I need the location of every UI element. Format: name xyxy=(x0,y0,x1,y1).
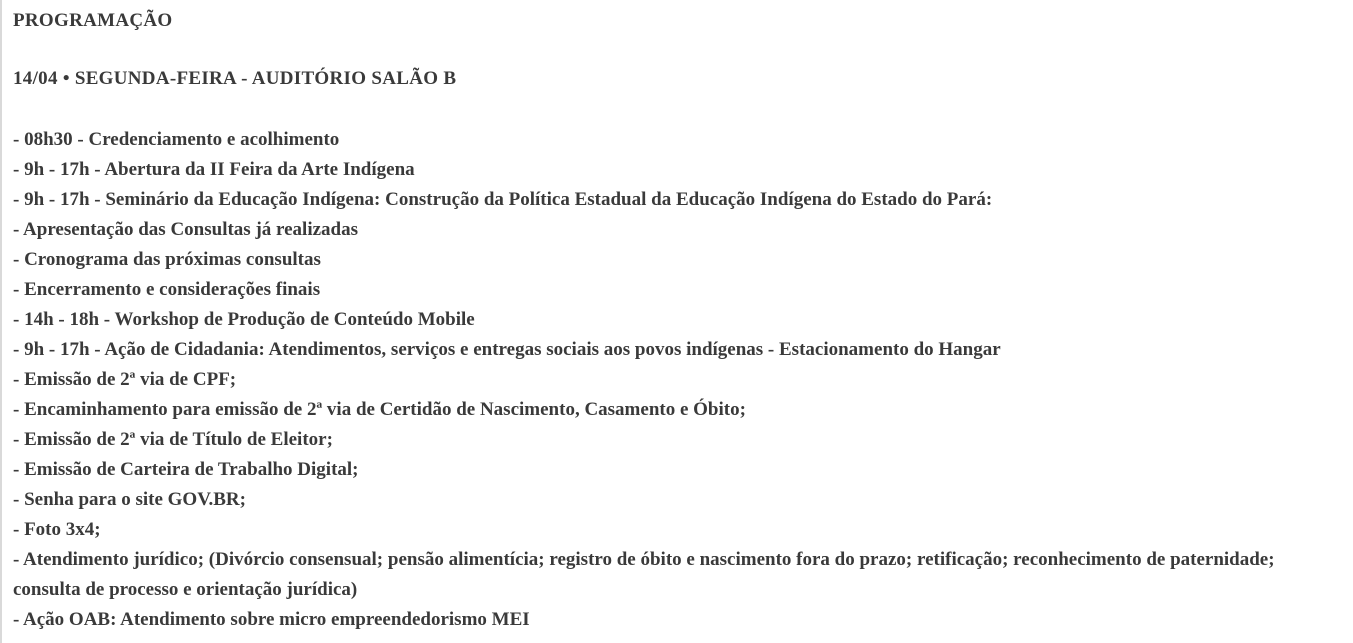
schedule-item: - Emissão de 2ª via de Título de Eleitor; xyxy=(13,429,333,450)
schedule-item: - Encerramento e considerações finais xyxy=(13,279,321,300)
schedule-item: - Encaminhamento para emissão de 2ª via de Certidão de Nascimento, Casamento e Óbito; xyxy=(13,399,746,420)
schedule-list xyxy=(13,125,1339,635)
page-title: PROGRAMAÇÃO xyxy=(13,10,173,31)
session-heading: 14/04 • SEGUNDA-FEIRA - AUDITÓRIO SALÃO B xyxy=(13,68,457,89)
schedule-item: - Ação OAB: Atendimento sobre micro empreendedorismo MEI xyxy=(13,609,530,630)
schedule-item: - Cronograma das próximas consultas xyxy=(13,249,321,270)
schedule-item: - 9h - 17h - Abertura da II Feira da Arte Indígena xyxy=(13,159,415,180)
schedule-item: - 08h30 - Credenciamento e acolhimento xyxy=(13,129,340,150)
schedule-item: - Foto 3x4; xyxy=(13,519,101,540)
schedule-item: - Senha para o site GOV.BR; xyxy=(13,489,246,510)
schedule-item: - 9h - 17h - Seminário da Educação Indígena: Construção da Política Estadual da Educação Indígena do Estado do Pará: xyxy=(13,189,993,210)
schedule-item: - Emissão de 2ª via de CPF; xyxy=(13,369,237,390)
schedule-item: - 14h - 18h - Workshop de Produção de Conteúdo Mobile xyxy=(13,309,475,330)
schedule-item: - Apresentação das Consultas já realizadas xyxy=(13,219,359,240)
schedule-item: - Emissão de Carteira de Trabalho Digital; xyxy=(13,459,359,480)
schedule-item: - 9h - 17h - Ação de Cidadania: Atendimentos, serviços e entregas sociais aos povos indígenas - Estacionamento do Hangar xyxy=(13,339,1001,360)
schedule-item: - Atendimento jurídico; (Divórcio consensual; pensão alimentícia; registro de óbito e nascimento fora do prazo; retificação; reconhecimento de paternidade; consulta de processo e orientação jurídica) xyxy=(13,549,1275,600)
